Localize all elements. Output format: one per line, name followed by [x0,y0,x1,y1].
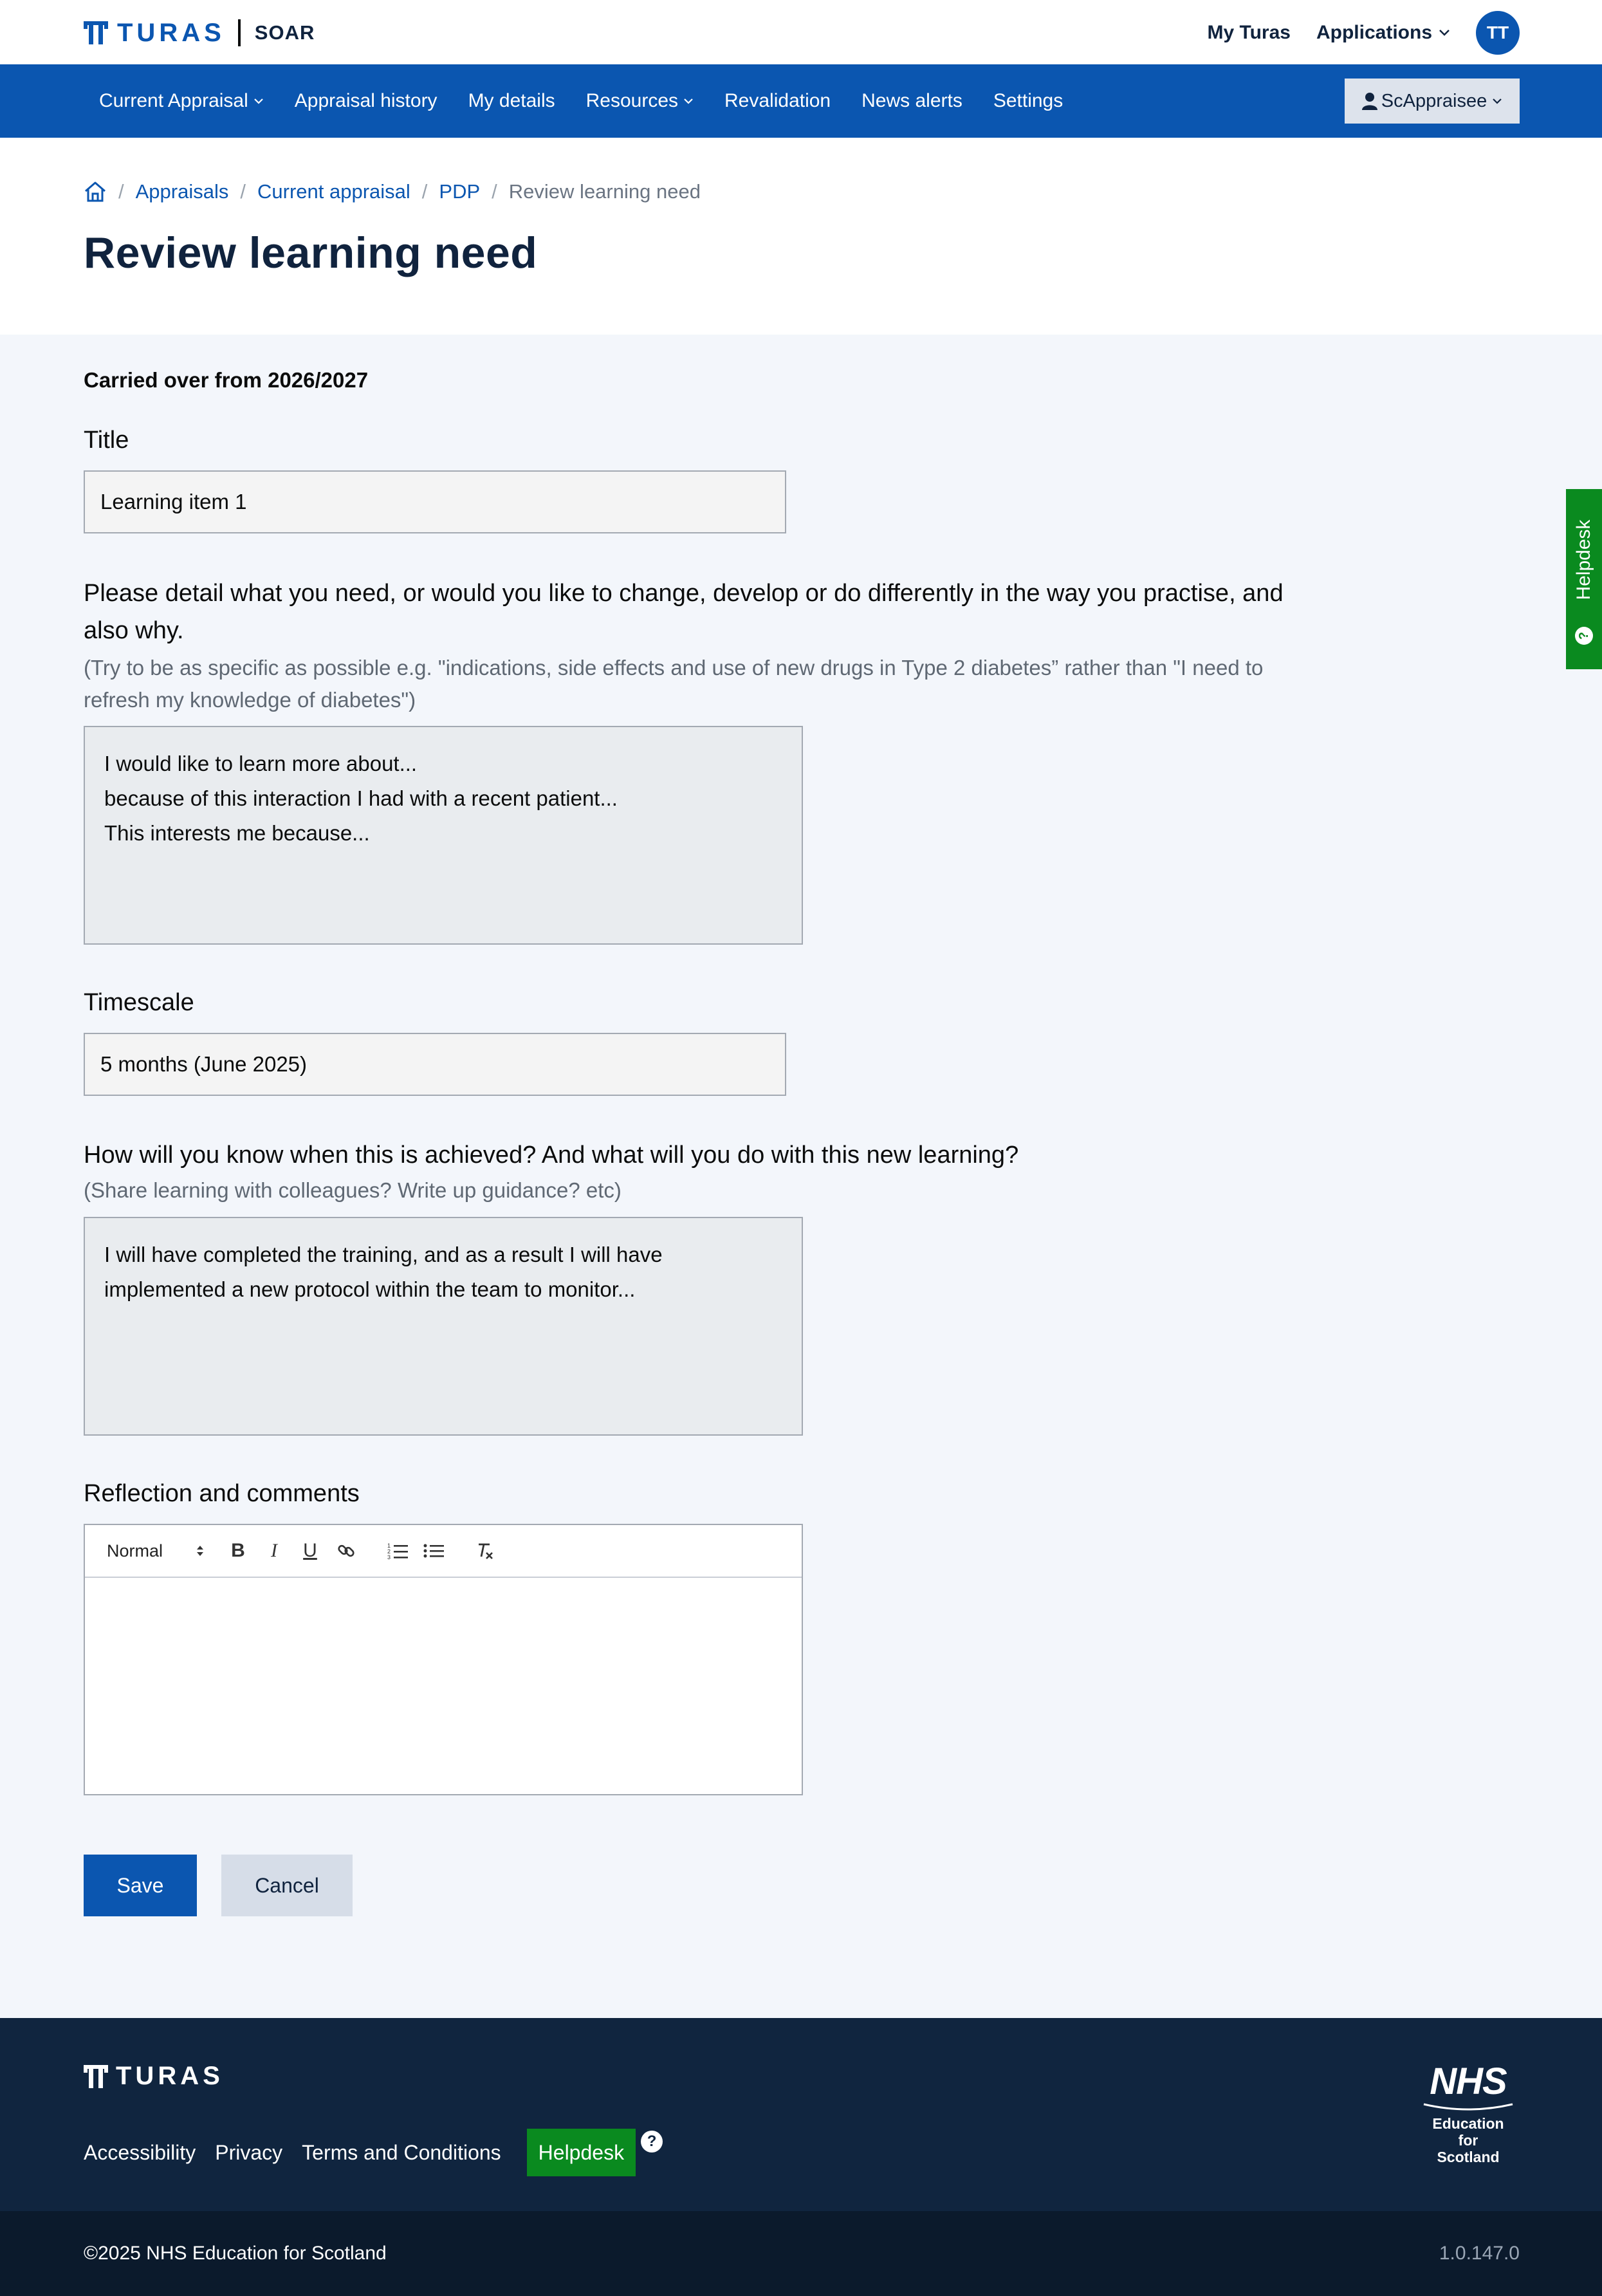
title-input[interactable]: Learning item 1 [84,470,786,533]
footer-link-privacy[interactable]: Privacy [215,2140,283,2164]
reflection-label: Reflection and comments [84,1480,360,1507]
applications-menu[interactable] [1316,22,1450,44]
link-icon[interactable] [328,1535,364,1567]
breadcrumb-separator: / [492,180,497,203]
footer-links [84,2129,663,2176]
nav-resources[interactable] [571,64,709,138]
sort-arrows-icon [196,1544,205,1558]
footer-brand-name: TURAS [116,2062,224,2090]
cancel-button[interactable]: Cancel [221,1855,353,1916]
breadcrumb-separator: / [240,180,246,203]
nav-settings[interactable] [978,64,1078,138]
underline-icon[interactable]: U [303,1540,317,1561]
achieved-hint: (Share learning with colleagues? Write up guidance? etc) [84,1178,621,1202]
nav-label: Current Appraisal [99,90,248,111]
helpdesk-side-tab[interactable] [1566,489,1602,669]
bold-icon[interactable]: B [231,1540,245,1561]
breadcrumb-separator: / [421,180,428,203]
helpdesk-side-label: Helpdesk [1573,519,1594,600]
timescale-label: Timescale [84,989,194,1016]
nav-label: Appraisal history [294,90,437,111]
nav-label: Settings [993,90,1063,111]
nav-current-appraisal[interactable] [84,64,279,138]
top-bar [0,0,1602,64]
clear-formatting-icon[interactable] [467,1535,503,1567]
role-selector[interactable] [1345,79,1520,124]
italic-icon[interactable]: I [271,1540,277,1561]
svg-text:1: 1 [387,1542,391,1549]
carried-over-note: Carried over from 2026/2027 [84,368,369,392]
nav-revalidation[interactable] [709,64,846,138]
home-icon[interactable] [84,181,107,203]
brand-logo[interactable] [84,18,315,48]
achieved-textarea[interactable]: I will have completed the training, and as a result I will have implemented a new protocol within the team to monitor... [84,1217,803,1436]
chevron-down-icon [683,98,694,104]
nav-label: Revalidation [724,90,831,111]
app-name: SOAR [254,21,315,44]
bottom-bar [0,2211,1602,2296]
nav-appraisal-history[interactable] [279,64,453,138]
ordered-list-icon[interactable] [380,1535,416,1567]
breadcrumb-pdp[interactable]: PDP [439,180,481,203]
avatar[interactable]: TT [1476,11,1520,55]
nhs-line-scotland: Scotland [1437,2149,1500,2165]
footer-link-accessibility[interactable]: Accessibility [84,2140,196,2164]
turas-logo-icon [84,21,108,44]
question-icon[interactable]: ? [641,2131,663,2152]
footer-logo[interactable] [84,2062,224,2091]
nhs-swoosh-icon [1420,2102,1516,2112]
nhs-mark: NHS [1430,2060,1507,2102]
breadcrumb-appraisals[interactable]: Appraisals [135,180,229,203]
copyright: ©2025 NHS Education for Scotland [84,2243,387,2264]
title-label: Title [84,427,129,454]
nav-news-alerts[interactable] [846,64,978,138]
version: 1.0.147.0 [1439,2243,1520,2264]
save-button[interactable]: Save [84,1855,197,1916]
reflection-editor-body[interactable] [85,1578,802,1794]
top-right-menu [1208,12,1520,54]
svg-text:2: 2 [387,1548,391,1555]
nhs-line-for: for [1458,2132,1478,2149]
learning-need-textarea[interactable]: I would like to learn more about... because of this interaction I had with a recent patient... This interests me because... [84,726,803,945]
brand-name: TURAS [117,18,225,47]
footer-helpdesk-button[interactable]: Helpdesk [527,2129,636,2176]
breadcrumb [84,179,701,205]
chevron-down-icon [1492,98,1502,104]
timescale-input[interactable]: 5 months (June 2025) [84,1033,786,1096]
breadcrumb-current-appraisal[interactable]: Current appraisal [257,180,410,203]
page-title: Review learning need [84,228,538,277]
nav-label: Resources [585,90,679,111]
breadcrumb-separator: / [118,180,124,203]
brand-divider [238,19,241,46]
footer-link-terms[interactable]: Terms and Conditions [302,2140,501,2164]
role-label: ScAppraisee [1381,90,1487,111]
nhs-line-education: Education [1432,2115,1504,2132]
editor-toolbar [85,1525,802,1578]
format-select[interactable] [107,1541,220,1561]
chevron-down-icon [253,98,264,104]
my-turas-link[interactable]: My Turas [1207,22,1291,43]
reflection-editor [84,1524,803,1795]
bullet-list-icon[interactable] [416,1535,452,1567]
nav-my-details[interactable] [453,64,571,138]
nav-items [84,64,1078,138]
achieved-label: How will you know when this is achieved? And what will you do with this new learning? [84,1142,1019,1169]
learning-need-label: Please detail what you need, or would you like to change, develop or do differently in the way you practise, and also why. [84,580,1284,644]
turas-logo-icon [84,2065,108,2088]
applications-label: Applications [1316,22,1432,43]
breadcrumb-current-page: Review learning need [508,180,701,203]
user-icon [1362,92,1377,110]
footer [0,2018,1602,2211]
main-nav [0,64,1602,138]
chevron-down-icon [1439,29,1450,37]
format-label: Normal [107,1541,163,1560]
learning-need-hint: (Try to be as specific as possible e.g. "indications, side effects and use of new drugs in Type 2 diabetes” rather than "I need to refresh my knowledge of diabetes") [84,656,1264,712]
question-icon: ? [1575,627,1593,645]
nav-label: My details [468,90,555,111]
nav-label: News alerts [861,90,962,111]
svg-text:3: 3 [387,1554,391,1560]
nhs-education-scotland-logo [1417,2062,1520,2165]
